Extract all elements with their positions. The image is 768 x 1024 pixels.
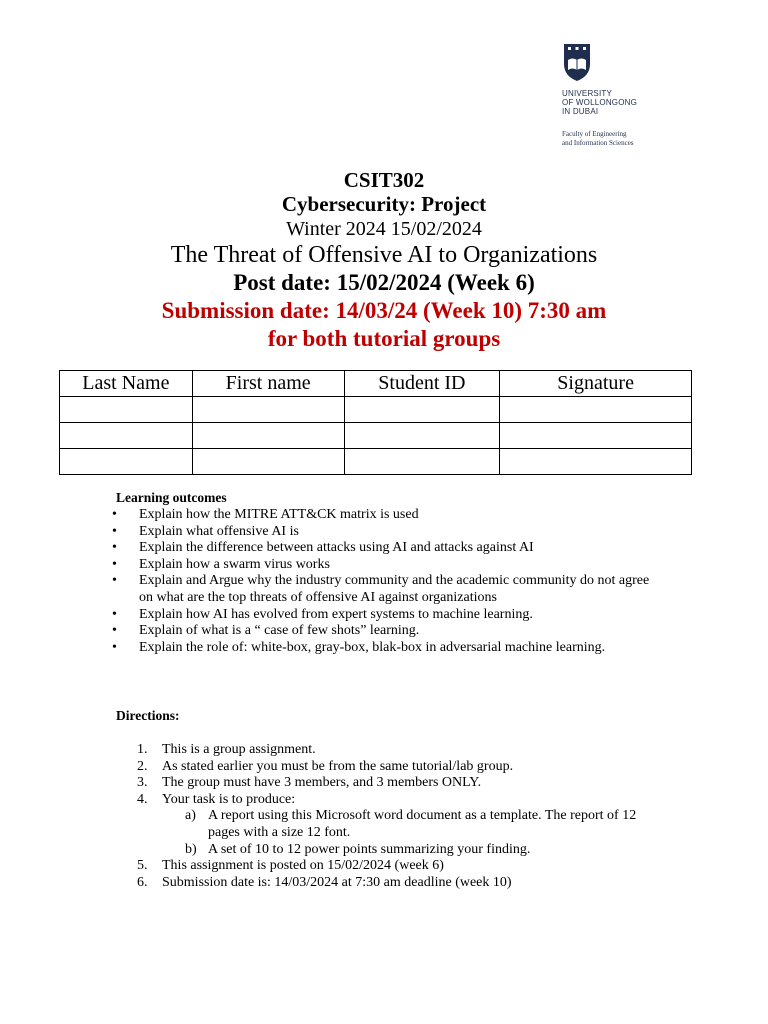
list-item: • Explain how a swarm virus works	[112, 556, 330, 572]
crest-icon	[562, 42, 592, 82]
submission-date: Submission date: 14/03/24 (Week 10) 7:30 am	[161, 298, 607, 323]
list-item: • Explain what offensive AI is	[112, 523, 299, 539]
course-code: CSIT302	[343, 168, 425, 192]
list-item: 4. Your task is to produce: a) A report using this Microsoft word document as a template. The report of 12 pages with a size 12 font. b) A set of 10 to 12 power points summarizing your finding.	[137, 791, 637, 857]
list-item: a) A report using this Microsoft word document as a template. The report of 12 pages with a size 12 font.	[185, 808, 637, 840]
list-item: 2. As stated earlier you must be from the same tutorial/lab group.	[137, 758, 514, 774]
list-item: 6. Submission date is: 14/03/2024 at 7:30 am deadline (week 10)	[137, 874, 512, 890]
term-line: Winter 2024 15/02/2024	[286, 218, 482, 240]
bullet-icon: •	[112, 507, 117, 522]
project-title: The Threat of Offensive AI to Organizations	[170, 242, 598, 268]
directions-sublist	[185, 808, 637, 858]
faculty-name: Faculty of Engineering and Information Sciences	[562, 130, 634, 147]
column-header: Signature	[500, 371, 692, 397]
list-item: • Explain the difference between attacks using AI and attacks against AI	[112, 540, 534, 556]
list-item: 3. The group must have 3 members, and 3 members ONLY.	[137, 775, 482, 791]
subject-title: Cybersecurity: Project	[281, 192, 487, 216]
table-cell[interactable]	[500, 449, 692, 475]
table-cell[interactable]	[192, 397, 344, 423]
list-item: 1. This is a group assignment.	[137, 742, 316, 757]
learning-outcomes-heading: Learning outcomes	[116, 490, 227, 505]
list-item: • Explain and Argue why the industry community and the academic community do not agree on what are the top threats of offensive AI against organizations	[112, 573, 650, 605]
table-cell[interactable]	[344, 423, 500, 449]
table-row	[60, 397, 692, 423]
table-cell[interactable]	[344, 397, 500, 423]
table-cell[interactable]	[60, 449, 193, 475]
table-cell[interactable]	[500, 423, 692, 449]
bullet-icon: •	[112, 556, 117, 572]
list-item: b) A set of 10 to 12 power points summarizing your finding.	[185, 841, 531, 857]
university-name: UNIVERSITY OF WOLLONGONG IN DUBAI	[562, 89, 638, 116]
members-table	[59, 370, 692, 475]
table-cell[interactable]	[500, 397, 692, 423]
directions-list	[137, 742, 637, 891]
table-row	[60, 423, 692, 449]
list-item: • Explain of what is a “ case of few shots” learning.	[112, 623, 420, 639]
bullet-icon: •	[112, 606, 117, 622]
list-item: • Explain the role of: white-box, gray-box, blak-box in adversarial machine learning.	[112, 639, 606, 655]
list-item: 5. This assignment is posted on 15/02/2024 (week 6)	[137, 858, 444, 874]
table-row	[60, 449, 692, 475]
bullet-icon: •	[112, 573, 117, 589]
university-logo	[562, 42, 682, 148]
table-cell[interactable]	[192, 449, 344, 475]
post-date: Post date: 15/02/2024 (Week 6)	[233, 270, 535, 295]
table-cell[interactable]	[60, 423, 193, 449]
table-cell[interactable]	[344, 449, 500, 475]
table-cell[interactable]	[60, 397, 193, 423]
column-header: First name	[192, 371, 344, 397]
table-cell[interactable]	[192, 423, 344, 449]
table-header-row	[60, 371, 692, 397]
bullet-icon: •	[112, 623, 117, 639]
list-item: • Explain how the MITRE ATT&CK matrix is used	[112, 507, 419, 522]
learning-outcomes-list	[112, 507, 652, 656]
submission-groups: for both tutorial groups	[267, 326, 501, 351]
column-header: Last Name	[60, 371, 193, 397]
directions-heading: Directions:	[116, 708, 180, 723]
list-item: • Explain how AI has evolved from expert systems to machine learning.	[112, 606, 533, 622]
bullet-icon: •	[112, 639, 117, 655]
bullet-icon: •	[112, 540, 117, 556]
column-header: Student ID	[344, 371, 500, 397]
bullet-icon: •	[112, 523, 117, 539]
